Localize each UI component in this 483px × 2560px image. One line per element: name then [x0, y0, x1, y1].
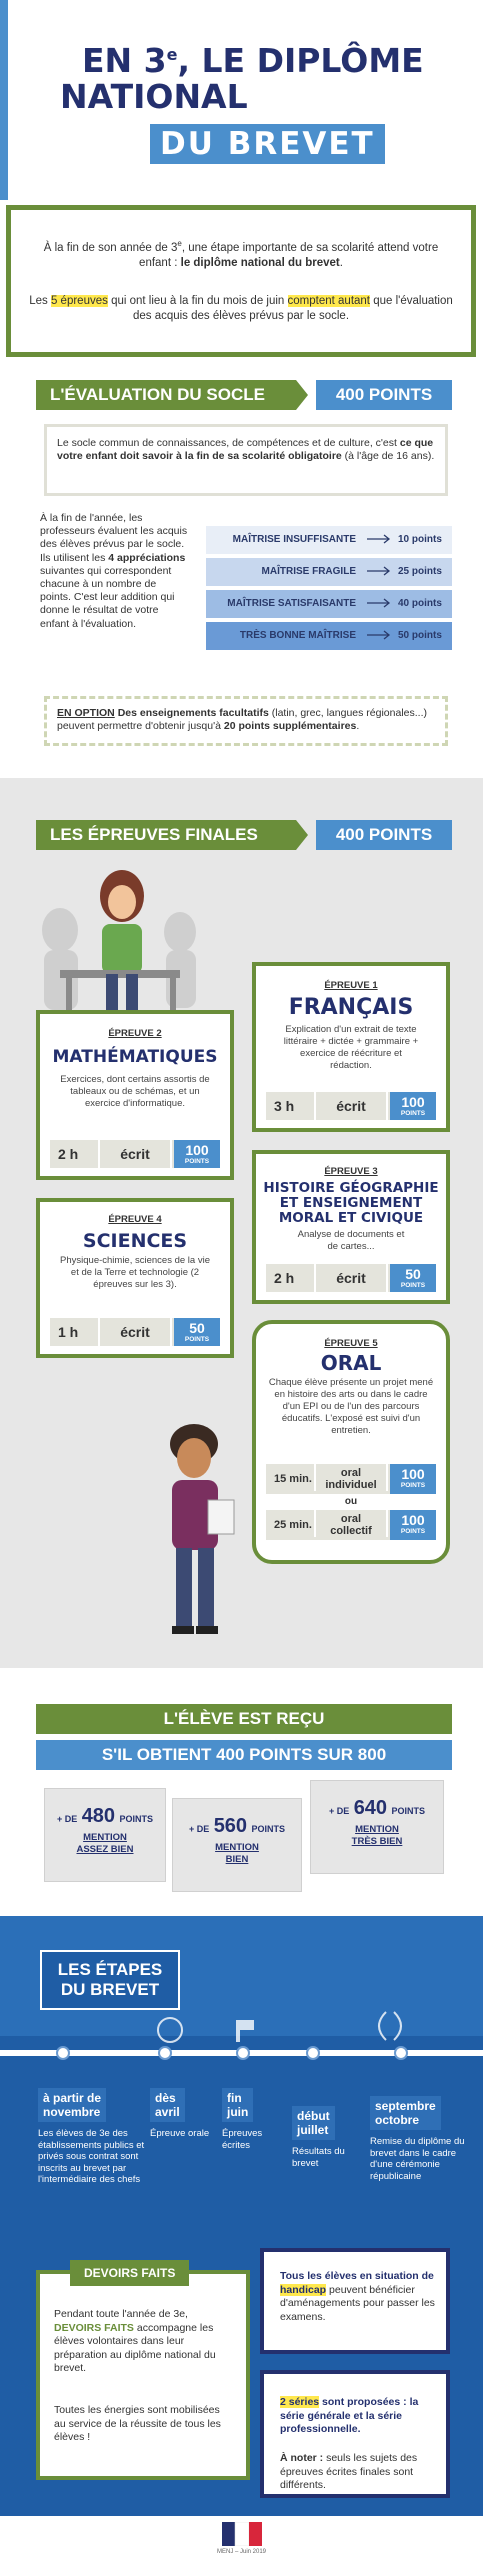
etapes-title-line-1: LES ÉTAPES	[57, 1960, 163, 1979]
socle-banner-arrow	[296, 380, 308, 410]
card-type: écrit	[314, 1264, 388, 1292]
card-description: Exercices, dont certains assortis de tableaux ou de schémas, et un exercice d'informatique.	[60, 1074, 210, 1109]
card-points-badge: 100 POINTS	[390, 1464, 436, 1494]
card-points-badge: 50 POINTS	[174, 1318, 220, 1346]
card-type: écrit	[98, 1318, 172, 1346]
card-histoire	[252, 1150, 450, 1304]
timeline-dot-5	[394, 2046, 408, 2060]
mention-tres-bien	[310, 1780, 444, 1874]
arrow-right-icon	[366, 532, 392, 546]
page-title-line-2: NATIONAL	[60, 77, 248, 116]
card-epreuve-label: ÉPREUVE 4	[108, 1214, 162, 1225]
level-name: MAÎTRISE FRAGILE	[261, 566, 356, 577]
card-description: Physique-chimie, sciences de la vie et de la Terre et technologie (2 épreuves sur les 3).	[60, 1255, 210, 1290]
card-duration: 1 h	[58, 1324, 79, 1340]
level-points: 50 points	[398, 630, 442, 641]
timeline-dot-4	[306, 2046, 320, 2060]
step-4-title: début juillet	[292, 2106, 335, 2140]
card-meta-collectif	[266, 1510, 436, 1540]
mention-threshold: + DE 480 POINTS	[56, 1805, 154, 1827]
step-3-title: fin juin	[222, 2088, 253, 2122]
series-box	[260, 2370, 450, 2498]
etapes-title-line-2: DU BREVET	[60, 1980, 160, 1999]
card-duration: 15 min.	[274, 1473, 312, 1485]
card-epreuve-label: ÉPREUVE 3	[324, 1166, 378, 1177]
timeline-dot-1	[56, 2046, 70, 2060]
step-2-text: Épreuve orale	[150, 2128, 210, 2139]
card-francais	[252, 962, 450, 1132]
card-meta	[50, 1140, 220, 1168]
socle-definition-text: Le socle commun de connaissances, de compétences et de culture, c'est ce que votre enfant doit savoir à la fin de sa scolarité obligatoire (à l'âge de 16 ans).	[57, 437, 435, 462]
step-2-title: dès avril	[150, 2088, 185, 2122]
page-title-line-1: EN 3e, LE DIPLÔME	[82, 41, 424, 80]
devoirs-faits-box	[36, 2266, 250, 2480]
devoirs-faits-paragraph-1: Pendant toute l'année de 3e, DEVOIRS FAITS accompagne les élèves volontaires dans leur préparation au diplôme national du brevet.	[54, 2308, 216, 2374]
header-accent-bar	[0, 0, 8, 200]
level-name: TRÈS BONNE MAÎTRISE	[239, 630, 356, 641]
card-meta	[50, 1318, 220, 1346]
step-5-title: septembre octobre	[370, 2096, 441, 2130]
finales-banner-title: LES ÉPREUVES FINALES	[36, 820, 296, 850]
socle-banner-title: L'ÉVALUATION DU SOCLE	[36, 380, 296, 410]
level-row-fragile	[206, 558, 452, 586]
step-3-text: Épreuves écrites	[222, 2128, 263, 2151]
timeline-dot-3	[236, 2046, 250, 2060]
mention-label-2: ASSEZ BIEN	[76, 1844, 134, 1855]
mention-bien	[172, 1798, 302, 1892]
timeline-icons	[150, 2010, 440, 2050]
page-title-line-3: DU BREVET	[150, 124, 385, 164]
mention-label-1: MENTION	[83, 1832, 127, 1843]
level-name: MAÎTRISE INSUFFISANTE	[232, 534, 356, 545]
arrow-right-icon	[366, 596, 392, 610]
mention-label-2: TRÈS BIEN	[351, 1836, 403, 1847]
level-name: MAÎTRISE SATISFAISANTE	[227, 598, 356, 609]
step-5-text: Remise du diplôme du brevet dans le cadre d'une cérémonie républicaine	[370, 2136, 465, 2182]
timeline-dot-2	[158, 2046, 172, 2060]
series-text: 2 séries sont proposées : la série générale et la série professionnelle.	[280, 2396, 419, 2435]
card-sciences	[36, 1198, 234, 1358]
card-epreuve-label: ÉPREUVE 1	[324, 980, 378, 991]
handicap-text: Tous les élèves en situation de handicap peuvent bénéficier d'aménagements pour passer les examens.	[280, 2270, 435, 2323]
intro-paragraph-1: À la fin de son année de 3e, une étape importante de sa scolarité attend votre enfant : le diplôme national du brevet.	[43, 239, 439, 269]
step-1-title: à partir de novembre	[38, 2088, 106, 2122]
socle-definition-box	[44, 424, 448, 496]
level-points: 10 points	[398, 534, 442, 545]
card-description: Analyse de documents et de cartes...	[297, 1229, 405, 1252]
card-title: ORAL	[320, 1351, 382, 1375]
finales-banner-arrow	[296, 820, 308, 850]
step-1-text: Les élèves de 3e des établissements publics et privés sous contrat sont inscrits au brevet par l'intermédiaire des chefs	[38, 2128, 145, 2185]
level-row-tres-bonne	[206, 622, 452, 650]
option-text: EN OPTION Des enseignements facultatifs (latin, grec, langues régionales...) peuvent permettre d'obtenir jusqu'à 20 points supplémentaires.	[57, 707, 427, 732]
mention-assez-bien	[44, 1788, 166, 1882]
level-points: 40 points	[398, 598, 442, 609]
card-oral	[252, 1320, 450, 1564]
step-4-text: Résultats du brevet	[292, 2146, 345, 2169]
or-label: ou	[344, 1496, 358, 1507]
republique-francaise-logo-icon	[222, 2522, 262, 2546]
card-title: SCIENCES	[82, 1230, 188, 1252]
mention-label-1: MENTION	[355, 1824, 399, 1835]
socle-explanation-text: À la fin de l'année, les professeurs évaluent les acquis des élèves prévus par le socle. Ils utilisent les 4 appréciations suivantes qui correspondent chacune à un nombre de points. C'est leur addition qui donne le résultat de votre enfant à l'évaluation.	[40, 512, 188, 630]
card-points-badge: 100 POINTS	[390, 1510, 436, 1540]
series-note: À noter : seuls les sujets des épreuves écrites finales sont différents.	[280, 2452, 418, 2491]
card-points-badge: 100 POINTS	[390, 1092, 436, 1120]
finales-banner-points: 400 POINTS	[316, 820, 452, 850]
mention-threshold: + DE 640 POINTS	[328, 1797, 426, 1819]
card-duration: 3 h	[274, 1098, 295, 1114]
level-points: 25 points	[398, 566, 442, 577]
card-type: oral individuel	[314, 1464, 388, 1491]
intro-box	[6, 205, 476, 357]
level-row-insuffisante	[206, 526, 452, 554]
recu-banner-2: S'IL OBTIENT 400 POINTS SUR 800	[36, 1740, 452, 1770]
level-row-satisfaisante	[206, 590, 452, 618]
card-epreuve-label: ÉPREUVE 2	[108, 1028, 162, 1039]
card-meta-individuel	[266, 1464, 436, 1494]
card-points-badge: 100 POINTS	[174, 1140, 220, 1168]
card-duration: 2 h	[274, 1270, 295, 1286]
option-box	[44, 696, 448, 746]
card-meta	[266, 1264, 436, 1292]
card-title: FRANÇAIS	[288, 995, 414, 1020]
arrow-right-icon	[366, 628, 392, 642]
student-boy-illustration	[150, 1410, 250, 1650]
devoirs-faits-paragraph-2: Toutes les énergies sont mobilisées au service de la réussite de tous les élèves !	[54, 2404, 221, 2443]
card-title: HISTOIRE GÉOGRAPHIE ET ENSEIGNEMENT MORAL ET CIVIQUE	[263, 1180, 439, 1226]
handicap-box	[260, 2248, 450, 2354]
card-description: Explication d'un extrait de texte littéraire + dictée + grammaire + exercice de réécriture et rédaction.	[283, 1024, 419, 1071]
card-type: oral collectif	[314, 1510, 388, 1537]
card-type: écrit	[98, 1140, 172, 1168]
etapes-title-sign	[40, 1950, 180, 2010]
card-duration: 2 h	[58, 1146, 79, 1162]
socle-banner-points: 400 POINTS	[316, 380, 452, 410]
mention-label-2: BIEN	[225, 1854, 249, 1865]
card-description: Chaque élève présente un projet mené en histoire des arts ou dans le cadre d'un EPI ou de l'un des parcours éducatifs. L'exposé est suivi d'un entretien.	[268, 1377, 434, 1436]
card-meta	[266, 1092, 436, 1120]
footer-text: MENJ – Juin 2019	[216, 2549, 267, 2555]
mention-threshold: + DE 560 POINTS	[188, 1815, 286, 1837]
card-duration: 25 min.	[274, 1519, 312, 1531]
card-epreuve-label: ÉPREUVE 5	[324, 1338, 378, 1349]
card-points-badge: 50 POINTS	[390, 1264, 436, 1292]
intro-paragraph-2: Les 5 épreuves qui ont lieu à la fin du mois de juin comptent autant que l'évaluation des acquis des élèves prévus par le socle.	[29, 295, 453, 322]
mention-label-1: MENTION	[215, 1842, 259, 1853]
card-title: MATHÉMATIQUES	[52, 1047, 218, 1067]
arrow-right-icon	[366, 564, 392, 578]
card-type: écrit	[314, 1092, 388, 1120]
recu-banner-1: L'ÉLÈVE EST REÇU	[36, 1704, 452, 1734]
card-mathematiques	[36, 1010, 234, 1180]
devoirs-faits-badge: DEVOIRS FAITS	[70, 2260, 189, 2286]
